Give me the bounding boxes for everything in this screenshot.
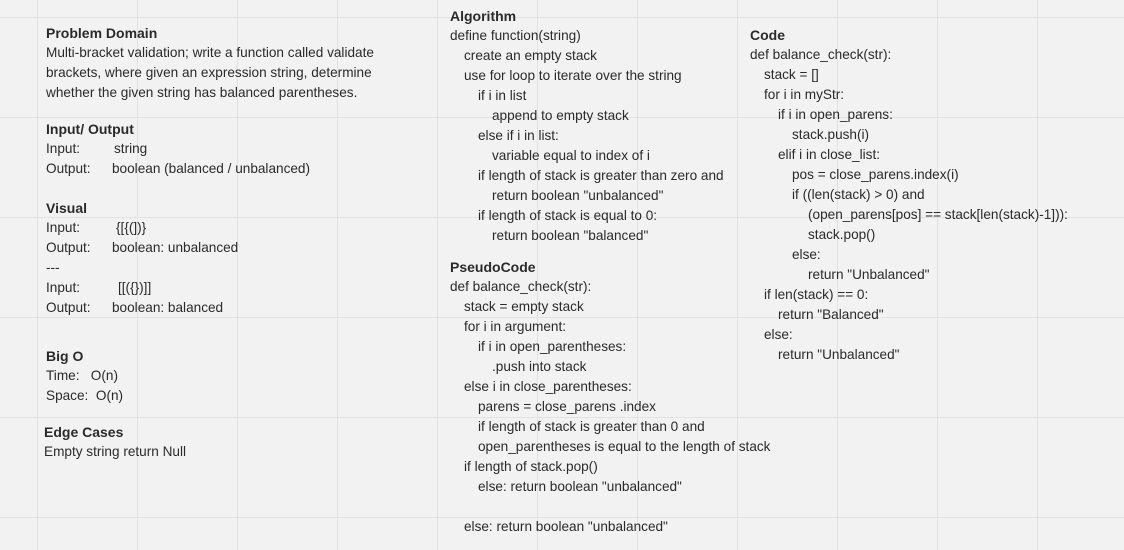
big-o-time: Time: O(n) (46, 368, 118, 383)
right-column (750, 25, 1120, 365)
problem-domain-title: Problem Domain (46, 25, 158, 41)
pseudocode-line: for i in argument: (464, 319, 566, 334)
pseudocode-line: stack = empty stack (464, 299, 584, 314)
visual-ex1-output-value: boolean: unbalanced (112, 240, 239, 255)
pseudocode-line: if i in open_parentheses: (478, 339, 627, 354)
algorithm-line: append to empty stack (492, 108, 629, 123)
algorithm-title: Algorithm (450, 8, 517, 24)
pseudocode-title: PseudoCode (450, 259, 536, 275)
code-line: return "Unbalanced" (808, 267, 930, 282)
pseudocode-line: else i in close_parentheses: (464, 379, 632, 394)
visual-ex2-input-row (46, 278, 426, 298)
code-line: stack.pop() (808, 227, 876, 242)
code-line: elif i in close_list: (778, 147, 880, 162)
code-line: for i in myStr: (764, 87, 845, 102)
code-line: else: (764, 327, 793, 342)
io-output-value: boolean (balanced / unbalanced) (112, 161, 311, 176)
input-output-section (46, 119, 426, 179)
visual-ex2-output-label: Output: (46, 300, 91, 315)
pseudocode-line: else: return boolean "unbalanced" (478, 479, 682, 494)
io-input-value: string (114, 141, 148, 156)
algorithm-line: return boolean "unbalanced" (492, 188, 664, 203)
big-o-space: Space: O(n) (46, 388, 124, 403)
pseudocode-line: parens = close_parens .index (478, 399, 656, 414)
io-input-label: Input: (46, 141, 81, 156)
edge-cases-title: Edge Cases (44, 424, 124, 440)
algorithm-line: variable equal to index of i (492, 148, 650, 163)
pseudocode-line: else: return boolean "unbalanced" (464, 519, 668, 534)
code-line: pos = close_parens.index(i) (792, 167, 959, 182)
code-line: stack = [] (764, 67, 819, 82)
io-output-row (46, 159, 426, 179)
algorithm-line: else if i in list: (478, 128, 559, 143)
visual-ex2-output-row (46, 298, 426, 318)
visual-ex1-input-label: Input: (46, 220, 81, 235)
io-output-label: Output: (46, 161, 91, 176)
code-line: return "Unbalanced" (778, 347, 900, 362)
code-title: Code (750, 27, 785, 43)
code-line: else: (792, 247, 821, 262)
big-o-section (46, 346, 426, 406)
code-line: (open_parens[pos] == stack[len(stack)-1])): (808, 207, 1068, 222)
visual-ex1-output-row (46, 238, 426, 258)
code-line: def balance_check(str): (750, 47, 892, 62)
visual-ex2-input-label: Input: (46, 280, 81, 295)
pseudocode-line: .push into stack (492, 359, 587, 374)
algorithm-line: if i in list (478, 88, 527, 103)
pseudocode-line: open_parentheses is equal to the length of stack (478, 439, 771, 454)
problem-domain-section (46, 23, 426, 103)
edge-cases-text: Empty string return Null (44, 444, 187, 459)
visual-section (46, 198, 426, 318)
algorithm-line: define function(string) (450, 28, 581, 43)
code-line: return "Balanced" (778, 307, 884, 322)
code-line: if len(stack) == 0: (764, 287, 869, 302)
io-input-row (46, 139, 426, 159)
algorithm-line: if length of stack is equal to 0: (478, 208, 658, 223)
visual-ex1-input-value: {[{(])} (116, 220, 147, 235)
visual-ex1-output-label: Output: (46, 240, 91, 255)
problem-domain-text: Multi-bracket validation; write a function called validate brackets, where given an expression string, determine whether the given string has balanced parentheses. (46, 45, 374, 100)
code-line: if ((len(stack) > 0) and (792, 187, 925, 202)
visual-title: Visual (46, 200, 87, 216)
pseudocode-line: if length of stack is greater than 0 and (478, 419, 705, 434)
algorithm-line: use for loop to iterate over the string (464, 68, 682, 83)
edge-cases-section (44, 422, 424, 462)
pseudocode-line: if length of stack.pop() (464, 459, 598, 474)
visual-separator: --- (46, 260, 60, 275)
algorithm-line: if length of stack is greater than zero and (478, 168, 724, 183)
algorithm-line: return boolean "balanced" (492, 228, 649, 243)
pseudocode-line: def balance_check(str): (450, 279, 592, 294)
middle-column (450, 6, 771, 537)
pseudocode-blank-line (450, 497, 750, 517)
visual-ex1-input-row (46, 218, 426, 238)
algorithm-line: create an empty stack (464, 48, 597, 63)
input-output-title: Input/ Output (46, 121, 134, 137)
visual-ex2-output-value: boolean: balanced (112, 300, 224, 315)
big-o-title: Big O (46, 348, 84, 364)
code-line: if i in open_parens: (778, 107, 893, 122)
visual-ex2-input-value: [[({})]] (118, 280, 152, 295)
code-line: stack.push(i) (792, 127, 870, 142)
